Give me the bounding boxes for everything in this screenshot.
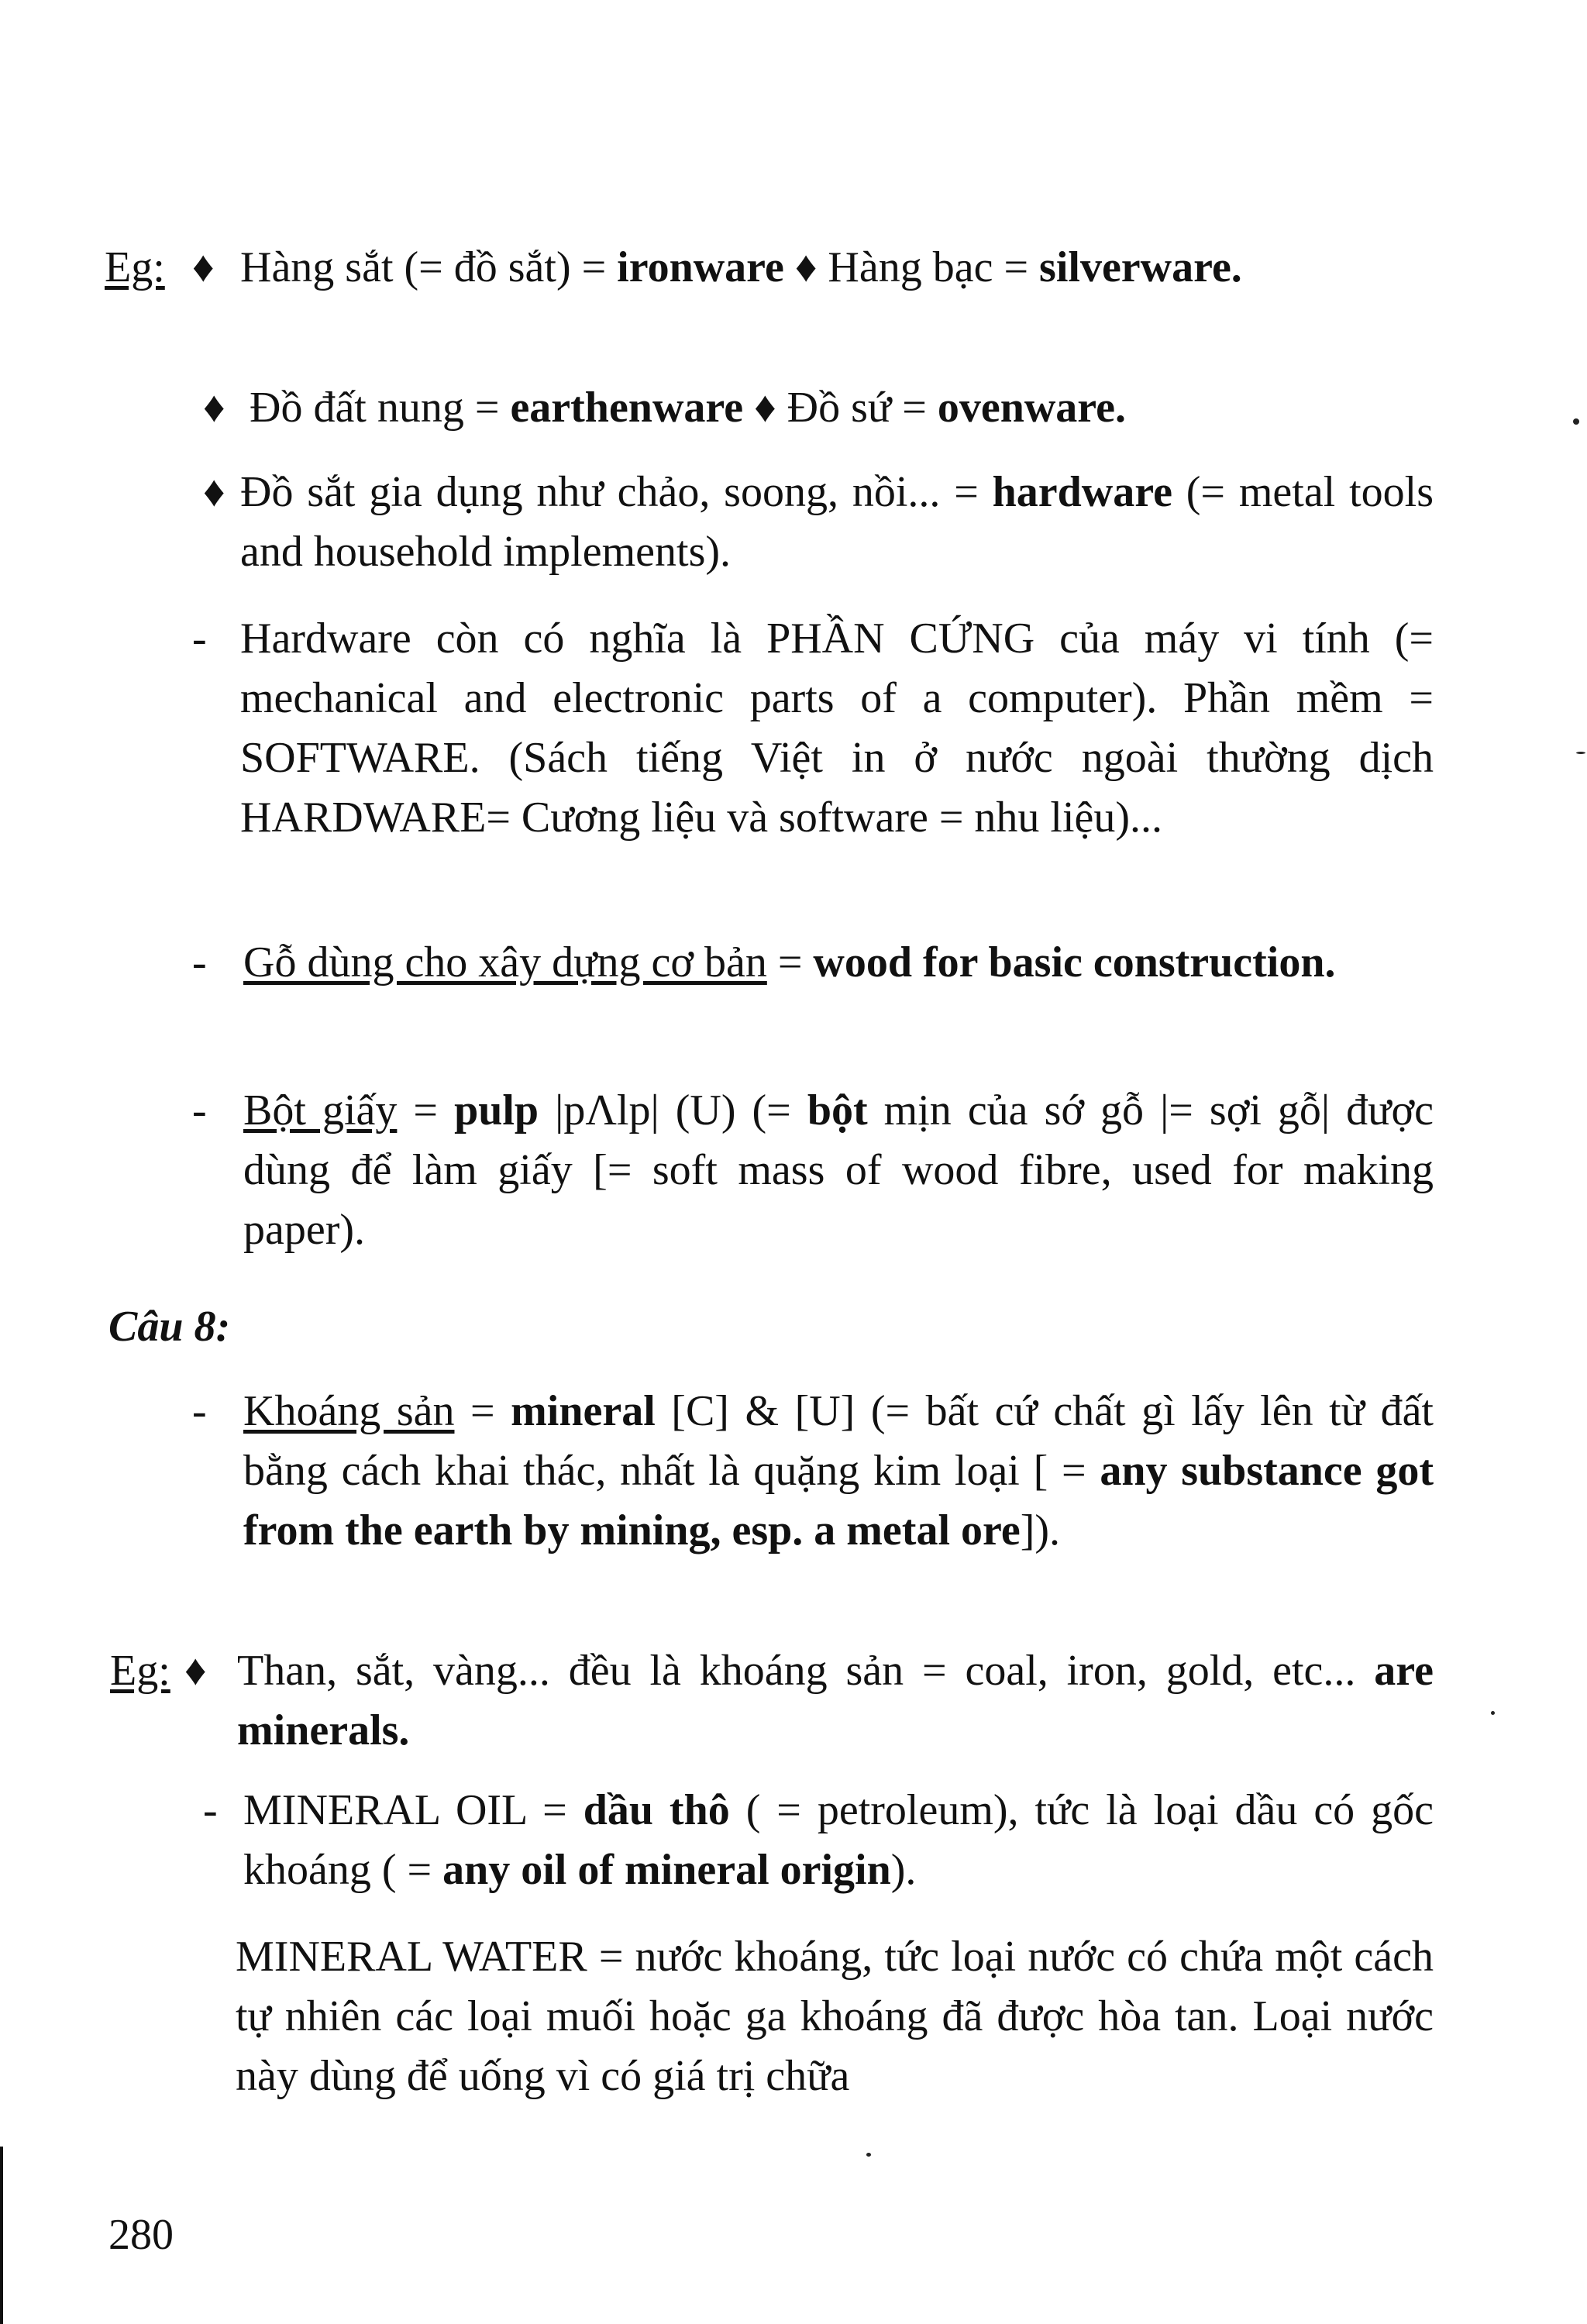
entry-mineral-water [236,1927,1434,2106]
bold-term: hardware [992,468,1172,516]
scan-speck [1573,418,1579,425]
underlined-term: Gỗ dùng cho xây dựng cơ bản [243,938,767,986]
bullet-dash: - [192,615,207,663]
text-run: ( = petroleum), tức là loại dầu có gốc khoáng ( = [243,1786,1434,1894]
bold-term: silverware. [1039,243,1242,291]
text-run: ]). [1020,1506,1060,1554]
bold-term: any substance got from the earth by mining, esp. a metal ore [243,1447,1434,1554]
text-run: Hàng sắt (= đồ sắt) = [240,243,618,291]
bold-term: ironware [617,243,784,291]
example-marker: Eg: [105,243,165,291]
text-run: Đồ sắt gia dụng như chảo, soong, nồi... = [240,468,993,516]
bullet-dash: - [203,1786,218,1834]
entry-hardware-computer [240,609,1434,848]
text-run: Đồ đất nung = [250,384,511,432]
text-run: mịn của sớ gỗ |= sợi gỗ| được dùng để làm giấy [= soft mass of wood fibre, used for making paper). [243,1086,1434,1254]
bullet-dash: - [192,1086,207,1134]
bold-term: any oil of mineral origin [442,1846,891,1894]
text-run: Hardware còn có nghĩa là PHẦN CỨNG của máy vi tính (= mechanical and electronic parts of a computer). Phần mềm = SOFTWARE. (Sách tiếng Việt in ở nước ngoài thường dịch HARDWARE= Cương liệu và software = nhu liệu)... [240,615,1434,842]
bold-term: wood for basic construction. [813,938,1336,986]
bold-term: are minerals. [237,1647,1434,1754]
bullet-diamond: ♦ [203,384,225,432]
scan-speck [866,2153,871,2157]
underlined-term: Khoáng sản [243,1387,455,1435]
section-heading: Câu 8: [108,1303,231,1351]
bold-term: dầu thô [583,1786,730,1834]
entry-mineral [243,1382,1434,1561]
text-run: [C] & [U] (= bất cứ chất gì lấy lên từ đất bằng cách khai thác, nhất là quặng kim loại [ = [243,1387,1434,1495]
entry-wood [243,933,1434,993]
entry-hardware [240,463,1434,582]
entry-pulp [243,1081,1434,1260]
text-run: ). [890,1846,917,1894]
text-run: = [766,938,814,986]
bold-term: earthenware [510,384,744,432]
entry-earthenware [250,378,1434,438]
bullet-diamond: ♦ [192,243,215,291]
text-run: = [397,1086,455,1134]
entry-minerals-example [237,1641,1434,1761]
scan-speck [1491,1711,1495,1715]
text-run: Than, sắt, vàng... đều là khoáng sản = coal, iron, gold, etc... [237,1647,1375,1695]
text-run: |pΛlp| (U) (= [539,1086,807,1134]
example-marker: Eg: [110,1647,170,1695]
bold-term: bột [807,1086,868,1134]
bullet-dash: - [192,938,207,986]
bullet-dash: - [192,1387,207,1435]
text-run: MINERAL OIL = [243,1786,584,1834]
entry-mineral-oil [243,1781,1434,1900]
scan-speck [1576,752,1585,754]
text-run: ♦ Hàng bạc = [783,243,1040,291]
entry-ironware [240,238,1434,298]
scan-edge-line [0,2147,3,2324]
text-run: = [454,1387,511,1435]
bold-term: ovenware. [937,384,1126,432]
text-run: (= metal tools and household implements). [240,468,1434,576]
bullet-diamond: ♦ [184,1647,207,1695]
page-number: 280 [108,2211,174,2259]
text-run: ♦ Đồ sứ = [743,384,938,432]
bold-term: mineral [511,1387,656,1435]
underlined-term: Bột giấy [243,1086,398,1134]
bullet-diamond: ♦ [203,468,225,516]
text-run: MINERAL WATER = nước khoáng, tức loại nước có chứa một cách tự nhiên các loại muối hoặc ga khoáng đã được hòa tan. Loại nước này dùng để uống vì có giá trị chữa [236,1933,1434,2100]
bold-term: pulp [454,1086,539,1134]
